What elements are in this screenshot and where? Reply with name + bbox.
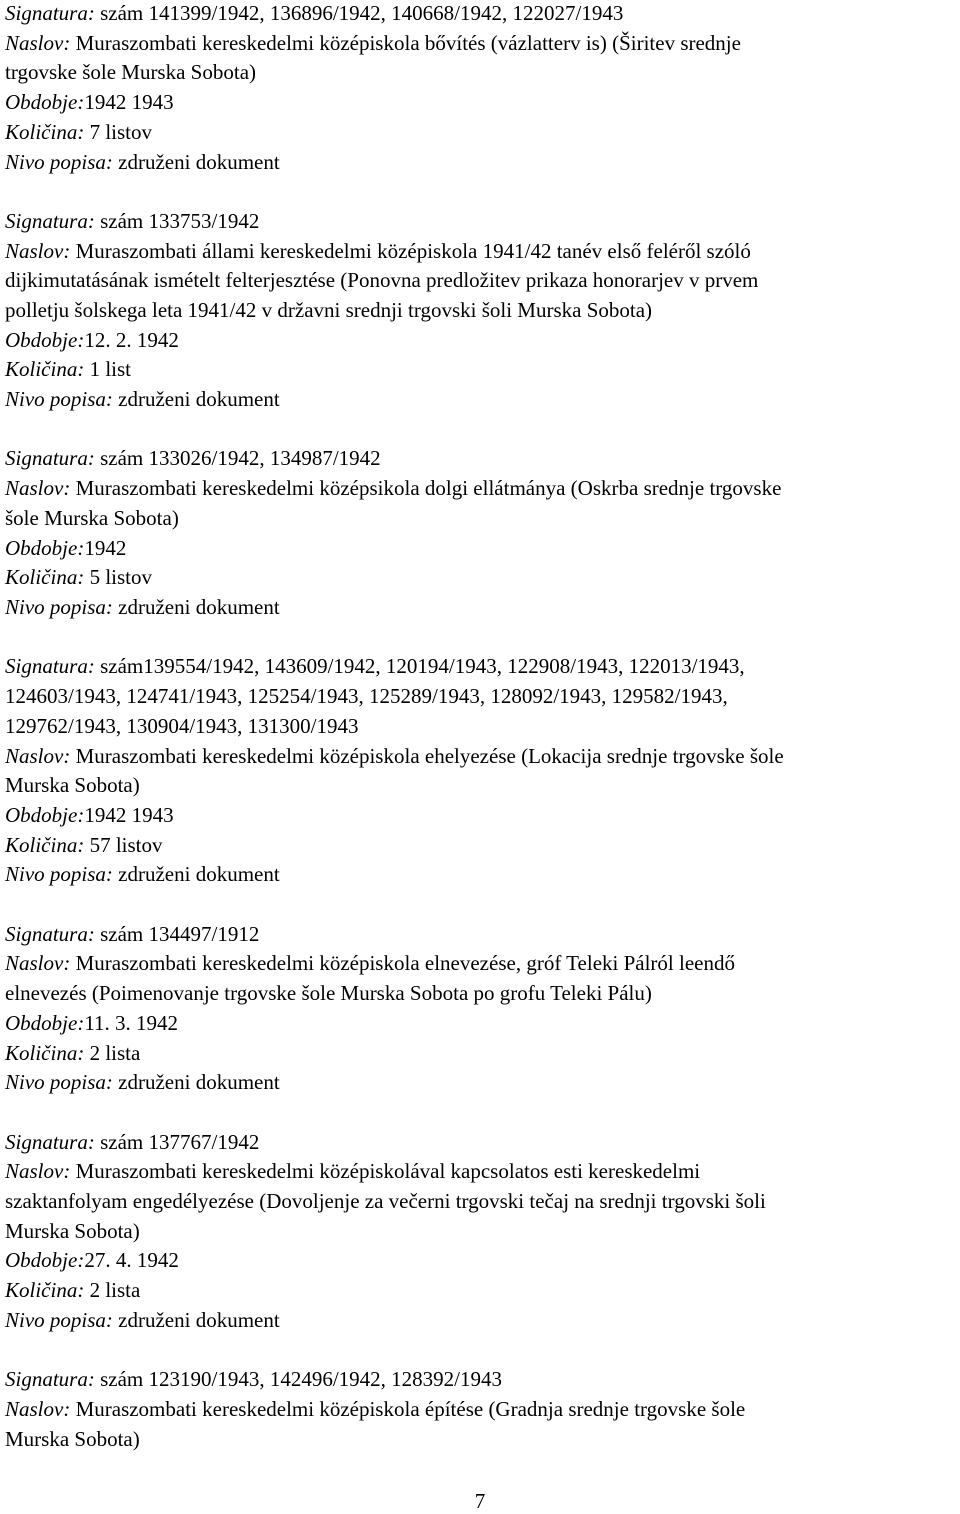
signatura-line	[5, 0, 623, 26]
signatura-value: szám 123190/1943, 142496/1942, 128392/1943	[100, 1367, 502, 1391]
signatura-line	[5, 208, 259, 234]
kolicina-label: Količina:	[5, 357, 85, 381]
signatura-label: Signatura:	[5, 1130, 95, 1154]
nivo-label: Nivo popisa:	[5, 1070, 113, 1094]
signatura-line	[5, 683, 728, 709]
naslov-value: šole Murska Sobota)	[5, 506, 179, 530]
signatura-line	[5, 445, 381, 471]
obdobje-value: 1942	[84, 536, 127, 560]
naslov-line	[5, 238, 751, 264]
nivo-value: združeni dokument	[118, 1308, 280, 1332]
obdobje-label: Obdobje:	[5, 90, 85, 114]
signatura-line	[5, 921, 259, 947]
nivo-line	[5, 149, 280, 175]
naslov-line	[5, 59, 256, 85]
naslov-line	[5, 505, 179, 531]
naslov-line	[5, 1158, 700, 1184]
nivo-value: združeni dokument	[118, 387, 280, 411]
naslov-line	[5, 1218, 140, 1244]
obdobje-line	[5, 327, 179, 353]
naslov-value: Muraszombati állami kereskedelmi középiskola 1941/42 tanév első feléről szóló	[75, 239, 751, 263]
kolicina-line	[5, 356, 131, 382]
naslov-line	[5, 980, 652, 1006]
nivo-label: Nivo popisa:	[5, 150, 113, 174]
naslov-label: Naslov:	[5, 1159, 71, 1183]
naslov-label: Naslov:	[5, 31, 71, 55]
signatura-label: Signatura:	[5, 654, 95, 678]
nivo-line	[5, 386, 280, 412]
naslov-line	[5, 475, 781, 501]
kolicina-line	[5, 832, 163, 858]
signatura-value: szám 133026/1942, 134987/1942	[100, 446, 381, 470]
nivo-value: združeni dokument	[118, 150, 280, 174]
naslov-line	[5, 297, 652, 323]
signatura-value: szám 133753/1942	[100, 209, 260, 233]
signatura-value: 124603/1943, 124741/1943, 125254/1943, 125289/1943, 128092/1943, 129582/1943,	[5, 684, 728, 708]
kolicina-line	[5, 119, 152, 145]
naslov-value: Murska Sobota)	[5, 1427, 140, 1451]
naslov-line	[5, 1426, 140, 1452]
naslov-line	[5, 950, 735, 976]
naslov-value: trgovske šole Murska Sobota)	[5, 60, 257, 84]
obdobje-line	[5, 1010, 178, 1036]
naslov-value: Muraszombati kereskedelmi középiskola bővítés (vázlatterv is) (Širitev srednje	[75, 31, 741, 55]
signatura-line	[5, 1366, 502, 1392]
kolicina-value: 2 lista	[89, 1278, 141, 1302]
signatura-line	[5, 1129, 259, 1155]
nivo-line	[5, 1069, 280, 1095]
signatura-value: szám 134497/1912	[100, 922, 260, 946]
kolicina-label: Količina:	[5, 1041, 85, 1065]
naslov-line	[5, 267, 758, 293]
nivo-label: Nivo popisa:	[5, 595, 113, 619]
kolicina-value: 1 list	[89, 357, 132, 381]
kolicina-line	[5, 1277, 140, 1303]
obdobje-label: Obdobje:	[5, 536, 85, 560]
naslov-label: Naslov:	[5, 951, 71, 975]
signatura-value: szám 141399/1942, 136896/1942, 140668/1942, 122027/1943	[100, 1, 624, 25]
naslov-value: elnevezés (Poimenovanje trgovske šole Murska Sobota po grofu Teleki Pálu)	[5, 981, 652, 1005]
naslov-value: Muraszombati kereskedelmi középiskola elnevezése, gróf Teleki Pálról leendő	[75, 951, 735, 975]
naslov-label: Naslov:	[5, 744, 71, 768]
kolicina-value: 7 listov	[89, 120, 153, 144]
obdobje-label: Obdobje:	[5, 1248, 85, 1272]
obdobje-line	[5, 535, 126, 561]
signatura-value: szám 137767/1942	[100, 1130, 260, 1154]
naslov-line	[5, 743, 784, 769]
naslov-value: polletju šolskega leta 1941/42 v državni srednji trgovski šoli Murska Sobota)	[5, 298, 653, 322]
nivo-value: združeni dokument	[118, 595, 280, 619]
obdobje-value: 11. 3. 1942	[84, 1011, 179, 1035]
signatura-value: szám139554/1942, 143609/1942, 120194/1943, 122908/1943, 122013/1943,	[100, 654, 745, 678]
kolicina-line	[5, 564, 152, 590]
obdobje-label: Obdobje:	[5, 328, 85, 352]
obdobje-line	[5, 89, 174, 115]
obdobje-value: 1942 1943	[84, 803, 174, 827]
obdobje-value: 1942 1943	[84, 90, 174, 114]
signatura-label: Signatura:	[5, 446, 95, 470]
signatura-line	[5, 653, 745, 679]
naslov-value: Murska Sobota)	[5, 773, 140, 797]
page-number: 7	[474, 1489, 486, 1513]
obdobje-value: 27. 4. 1942	[84, 1248, 179, 1272]
kolicina-value: 5 listov	[89, 565, 153, 589]
naslov-value: Muraszombati kereskedelmi középiskola építése (Gradnja srednje trgovske šole	[75, 1397, 746, 1421]
nivo-label: Nivo popisa:	[5, 862, 113, 886]
obdobje-label: Obdobje:	[5, 1011, 85, 1035]
naslov-value: dijkimutatásának ismételt felterjesztése (Ponovna predložitev prikaza honorarjev v prvem	[5, 268, 759, 292]
obdobje-label: Obdobje:	[5, 803, 85, 827]
signatura-label: Signatura:	[5, 1, 95, 25]
obdobje-line	[5, 1247, 179, 1273]
naslov-value: Muraszombati kereskedelmi középiskolával kapcsolatos esti kereskedelmi	[75, 1159, 701, 1183]
nivo-line	[5, 861, 280, 887]
naslov-line	[5, 772, 140, 798]
nivo-value: združeni dokument	[118, 1070, 280, 1094]
kolicina-label: Količina:	[5, 1278, 85, 1302]
kolicina-label: Količina:	[5, 120, 85, 144]
naslov-label: Naslov:	[5, 476, 71, 500]
naslov-value: szaktanfolyam engedélyezése (Dovoljenje za večerni trgovski tečaj na srednji trgovski šoli	[5, 1189, 766, 1213]
obdobje-line	[5, 802, 174, 828]
naslov-label: Naslov:	[5, 1397, 71, 1421]
signatura-label: Signatura:	[5, 922, 95, 946]
naslov-value: Muraszombati kereskedelmi középiskola ehelyezése (Lokacija srednje trgovske šole	[75, 744, 784, 768]
kolicina-label: Količina:	[5, 833, 85, 857]
naslov-value: Murska Sobota)	[5, 1219, 140, 1243]
nivo-label: Nivo popisa:	[5, 387, 113, 411]
naslov-line	[5, 30, 741, 56]
obdobje-value: 12. 2. 1942	[84, 328, 179, 352]
nivo-label: Nivo popisa:	[5, 1308, 113, 1332]
kolicina-label: Količina:	[5, 565, 85, 589]
naslov-value: Muraszombati kereskedelmi középsikola dolgi ellátmánya (Oskrba srednje trgovske	[75, 476, 782, 500]
naslov-label: Naslov:	[5, 239, 71, 263]
naslov-line	[5, 1396, 745, 1422]
kolicina-value: 2 lista	[89, 1041, 141, 1065]
signatura-label: Signatura:	[5, 1367, 95, 1391]
nivo-line	[5, 1307, 280, 1333]
kolicina-line	[5, 1040, 140, 1066]
naslov-line	[5, 1188, 766, 1214]
nivo-line	[5, 594, 280, 620]
signatura-line	[5, 713, 359, 739]
signatura-value: 129762/1943, 130904/1943, 131300/1943	[5, 714, 359, 738]
kolicina-value: 57 listov	[89, 833, 163, 857]
signatura-label: Signatura:	[5, 209, 95, 233]
nivo-value: združeni dokument	[118, 862, 280, 886]
